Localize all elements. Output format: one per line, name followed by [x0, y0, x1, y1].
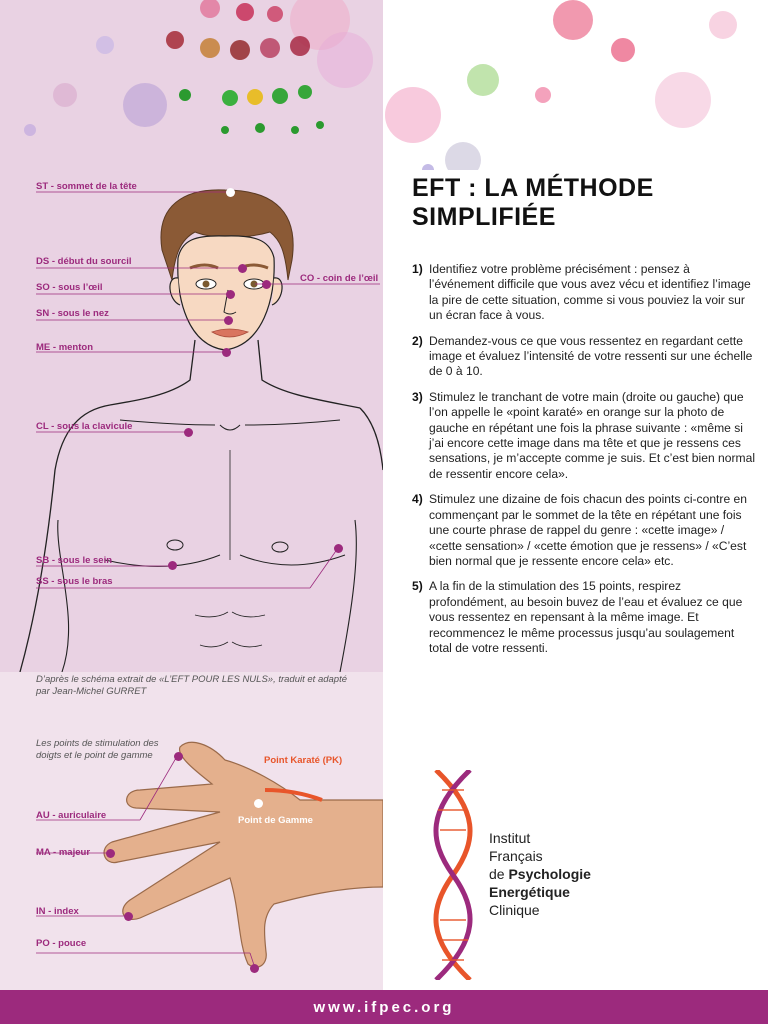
point-au-dot: [174, 752, 183, 761]
label-in: IN - index: [36, 906, 79, 917]
point-ss-dot: [334, 544, 343, 553]
point-gamme-dot: [254, 799, 263, 808]
label-so: SO - sous l’œil: [36, 282, 103, 293]
label-au: AU - auriculaire: [36, 810, 107, 821]
label-sn: SN - sous le nez: [36, 308, 109, 319]
step-item: [412, 579, 757, 656]
logo-line: Clinique: [489, 902, 540, 918]
logo-text: [489, 829, 591, 919]
logo-line: Français: [489, 848, 543, 864]
body-figure: [0, 0, 383, 672]
step-item: [412, 262, 757, 324]
label-ds: DS - début du sourcil: [36, 256, 132, 267]
step-text: Identifiez votre problème précisément : pensez à l’événement difficile que vous avez vécu et identifiez l’image la pire de cette situation, comme si vous pouviez la voir sur un écran face à vous.: [429, 262, 751, 323]
hand-note: Les points de stimulation des doigts et le point de gamme: [36, 738, 159, 761]
logo-line: Institut: [489, 830, 531, 846]
label-co: CO - coin de l’œil: [300, 273, 379, 284]
point-sb-dot: [168, 561, 177, 570]
footer-link[interactable]: www.ifpec.org: [313, 998, 455, 1016]
step-text: Demandez-vous ce que vous ressentez en regardant cette image et évaluez l’intensité de votre ressenti sur une échelle de 0 à 10.: [429, 333, 753, 379]
decorative-bubbles-right: [383, 0, 768, 170]
logo-line: [489, 865, 591, 883]
point-sn-dot: [224, 316, 233, 325]
label-po: PO - pouce: [36, 938, 87, 949]
illustration-panel: [0, 0, 383, 990]
step-text: Stimulez le tranchant de votre main (droite ou gauche) que l’on appelle le «point karaté» en orange sur la photo de gauche en répétant une fois la phrase suivante : «même si j’ai encore cette image dans ma tête et que je ressens ces sensations, je m’accepte comme je suis. Et c’est bien normal de ressentir encore cela».: [429, 389, 755, 481]
logo-line-bold: Psychologie: [508, 866, 591, 882]
point-in-dot: [124, 912, 133, 921]
point-po-dot: [250, 964, 259, 973]
step-text: Stimulez une dizaine de fois chacun des points ci-contre en commençant par le sommet de la tête en répétant une fois une courte phrase de rappel du genre : «cette image» / «cette sensation» / «cette émotion que je ressens» / «C’est bien normal que je ressente encore cela» etc.: [429, 492, 747, 568]
point-so-dot: [226, 290, 235, 299]
logo-line-part: de: [489, 866, 509, 882]
label-ma: MA - majeur: [36, 847, 91, 858]
point-ds-dot: [238, 264, 247, 273]
step-item: [412, 334, 757, 380]
label-sb: SB - sous le sein: [36, 555, 113, 566]
step-number: 1): [412, 262, 423, 276]
step-number: 3): [412, 389, 423, 404]
label-ss: SS - sous le bras: [36, 576, 113, 587]
logo-line-bold: Energétique: [489, 884, 570, 900]
step-text: A la fin de la stimulation des 15 points, respirez profondément, au besoin buvez de l’eau et évaluez ce que vous ressentez en repensant à la même image. Et recommencez le même processus jusqu’au soulagement total de votre ressenti.: [429, 579, 743, 655]
step-number: 5): [412, 579, 423, 594]
steps-list: [412, 262, 757, 666]
step-number: 4): [412, 492, 423, 507]
point-co-dot: [262, 280, 271, 289]
point-cl-dot: [184, 428, 193, 437]
label-gamme: Point de Gamme: [238, 815, 313, 826]
page-title: EFT : LA MÉTHODE SIMPLIFIÉE: [412, 174, 654, 231]
step-number: 2): [412, 333, 423, 348]
footer-bar: [0, 990, 768, 1024]
label-me: ME - menton: [36, 342, 93, 353]
step-item: [412, 492, 757, 569]
point-me-dot: [222, 348, 231, 357]
label-st: ST - sommet de la tête: [36, 181, 137, 192]
step-item: [412, 390, 757, 482]
point-ma-dot: [106, 849, 115, 858]
logo-line: [489, 883, 591, 901]
illustration-credit: D’après le schéma extrait de «L’EFT POUR LES NULS», traduit et adapté par Jean-Michel GURRET: [36, 674, 348, 697]
label-cl: CL - sous la clavicule: [36, 421, 133, 432]
point-st-dot: [226, 188, 235, 197]
dna-logo-icon: [428, 770, 478, 980]
label-pk: Point Karaté (PK): [264, 755, 343, 766]
